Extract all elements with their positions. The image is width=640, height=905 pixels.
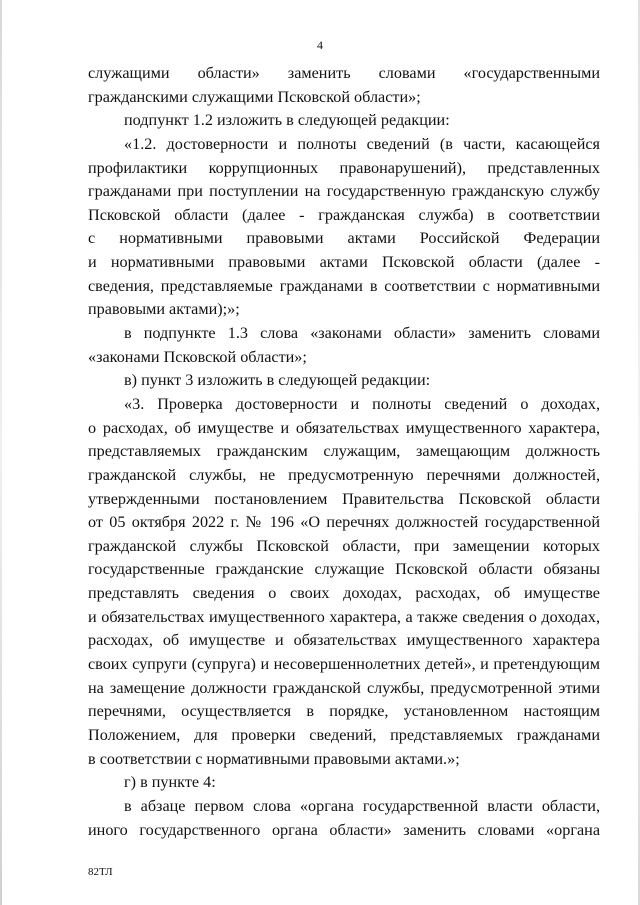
text-line: гражданами при поступлении на государственную гражданскую службу	[88, 182, 600, 201]
text-line: представляемых гражданским служащим, замещающим должность	[88, 442, 600, 461]
text-line: государственные гражданские служащие Псковской области обязаны	[88, 560, 600, 579]
text-line: на замещение должности гражданской службы, предусмотренной этими	[88, 678, 600, 697]
text-line: иного государственного органа области» заменить словами «органа	[88, 820, 600, 839]
text-line: г) в пункте 4:	[124, 773, 216, 792]
text-line: гражданской службы Псковской области, при замещении которых	[88, 536, 600, 555]
text-line: утвержденными постановлением Правительства Псковской области	[88, 489, 600, 508]
scan-edge-left	[0, 0, 2, 905]
page-number: 4	[317, 38, 323, 52]
text-line: с нормативными правовыми актами Российской Федерации	[88, 229, 600, 248]
text-line: подпункт 1.2 изложить в следующей редакции:	[124, 111, 450, 130]
text-line: Псковской области (далее - гражданская служба) в соответствии	[88, 205, 600, 224]
text-line: правовыми актами);»;	[88, 300, 240, 319]
text-line: от 05 октября 2022 г. № 196 «О перечнях должностей государственной	[88, 513, 600, 532]
text-line: Положением, для проверки сведений, представляемых гражданами	[88, 725, 600, 744]
text-line: и обязательствах имущественного характера, а также сведения о доходах,	[88, 607, 600, 626]
document-code: 82ТЛ	[88, 866, 113, 878]
text-line: сведения, представляемые гражданами в соответствии с нормативными	[88, 276, 600, 295]
text-line: в соответствии с нормативными правовыми актами.»;	[88, 749, 460, 768]
text-line: расходах, об имуществе и обязательствах имущественного характера	[88, 631, 600, 650]
text-line: «законами Псковской области»;	[88, 347, 307, 366]
text-line: «1.2. достоверности и полноты сведений (в части, касающейся	[124, 134, 600, 153]
text-line: о расходах, об имуществе и обязательствах имущественного характера,	[88, 418, 600, 437]
text-line: в абзаце первом слова «органа государственной власти области,	[124, 796, 600, 815]
text-line: служащими области» заменить словами «государственными	[88, 64, 600, 82]
text-line: в) пункт 3 изложить в следующей редакции:	[124, 371, 431, 390]
text-line: своих супруги (супруга) и несовершеннолетних детей», и претендующим	[88, 655, 600, 674]
text-line: гражданскими служащими Псковской области»;	[88, 87, 421, 106]
text-line: представлять сведения о своих доходах, расходах, об имуществе	[88, 584, 600, 603]
document-body	[88, 62, 600, 842]
text-line: и нормативными правовыми актами Псковской области (далее -	[88, 253, 600, 272]
text-line: профилактики коррупционных правонарушений), представленных	[88, 158, 600, 177]
text-line: в подпункте 1.3 слова «законами области» заменить словами	[124, 324, 600, 343]
text-line: «3. Проверка достоверности и полноты сведений о доходах,	[124, 394, 600, 413]
text-line: перечнями, осуществляется в порядке, установленном настоящим	[88, 702, 600, 721]
text-line: гражданской службы, не предусмотренную перечнями должностей,	[88, 465, 600, 484]
